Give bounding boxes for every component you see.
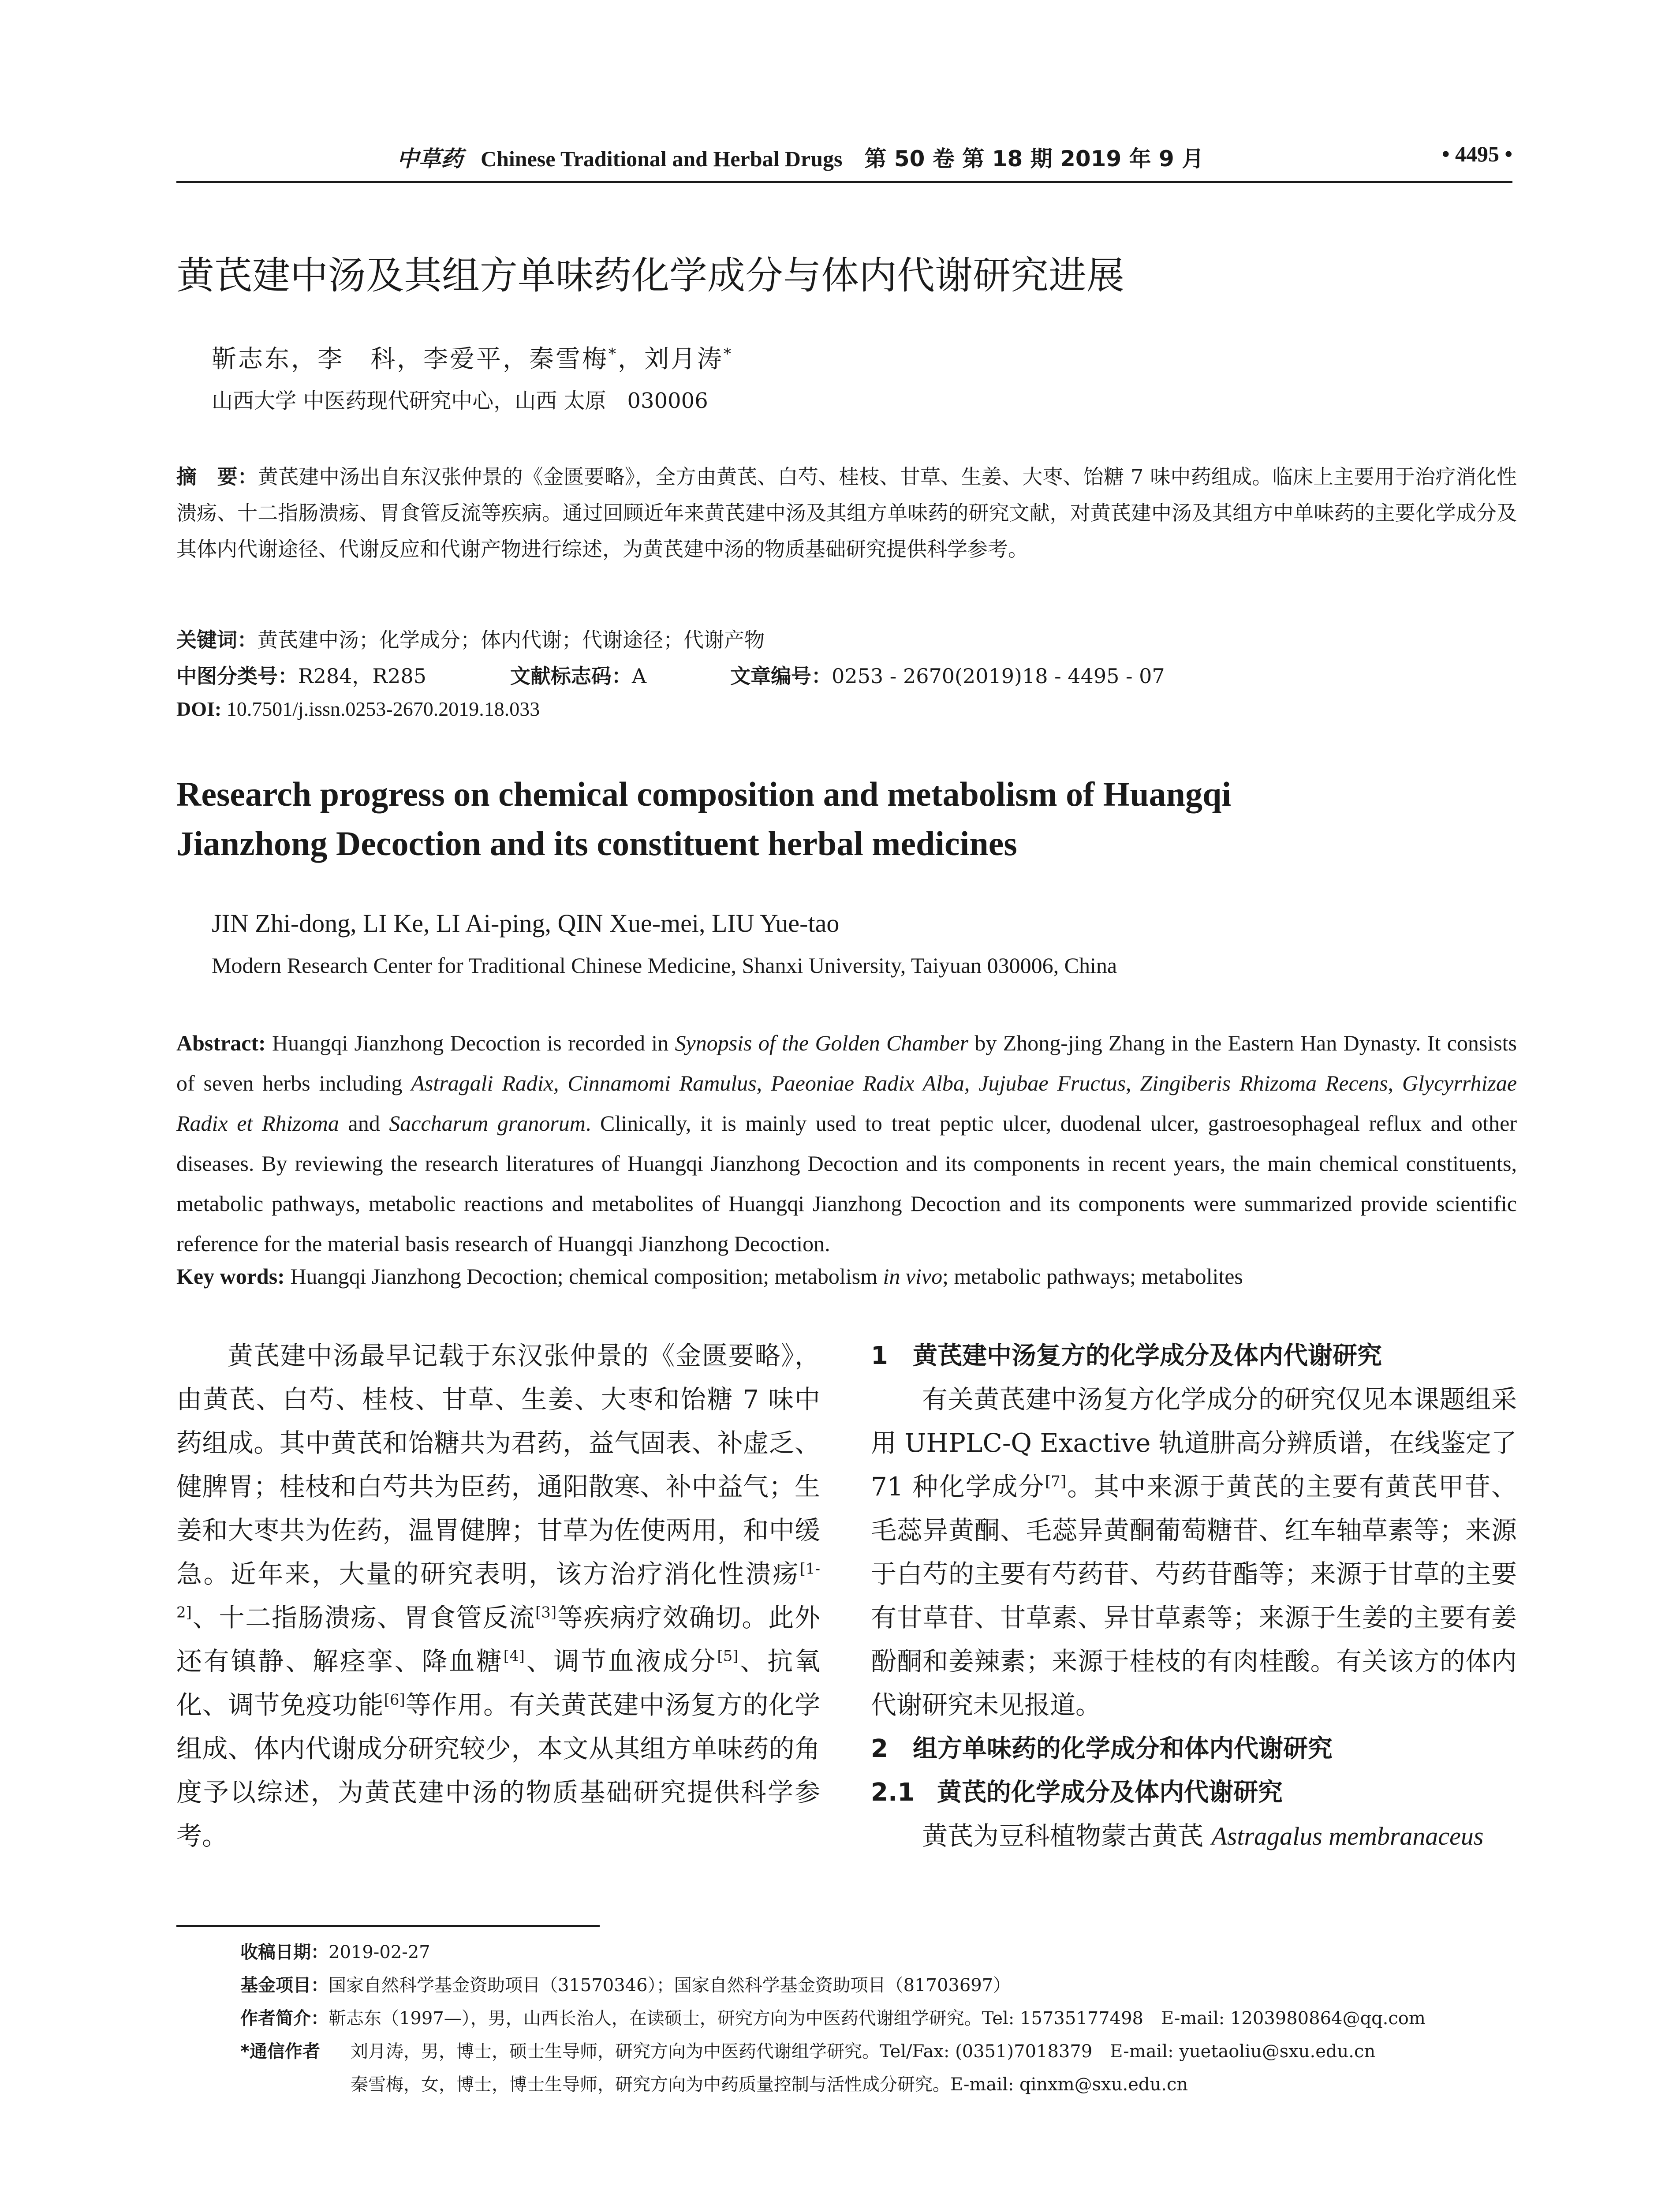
body-text: 、十二指肠溃疡、胃食管反流 — [191, 1603, 535, 1633]
body-text: 黄芪为豆科植物蒙古黄芪 — [922, 1821, 1212, 1851]
section-2-1-paragraph — [871, 1814, 1517, 1858]
doi-value: 10.7501/j.issn.0253-2670.2019.18.033 — [221, 698, 540, 720]
abstract-en-italic: Jujubae Fructus — [978, 1071, 1126, 1095]
abstract-en-text: , — [1388, 1071, 1402, 1095]
authors-en: JIN Zhi-dong, LI Ke, LI Ai-ping, QIN Xue-mei, LIU Yue-tao — [212, 909, 840, 938]
footnote-text: 靳志东（1997—），男，山西长治人，在读硕士，研究方向为中医药代谢组学研究。Tel: 15735177498 E-mail: 1203980864@qq.com — [329, 2008, 1426, 2029]
citation: [6] — [384, 1691, 405, 1709]
article-id-value: 0253 - 2670(2019)18 - 4495 - 07 — [832, 664, 1165, 688]
title-en — [176, 770, 1517, 868]
footnote-text: 国家自然科学基金资助项目（31570346）；国家自然科学基金资助项目（81703697） — [329, 1975, 1011, 1996]
footnote-rule — [176, 1925, 600, 1927]
footnote-label: 基金项目： — [240, 1975, 329, 1996]
abstract-en-italic: Zingiberis Rhizoma Recens — [1140, 1071, 1388, 1095]
abstract-cn-text: 黄芪建中汤出自东汉张仲景的《金匮要略》，全方由黄芪、白芍、桂枝、甘草、生姜、大枣、饴糖 7 味中药组成。临床上主要用于治疗消化性溃疡、十二指肠溃疡、胃食管反流等疾病。通过回顾近年来黄芪建中汤及其组方单味药的研究文献，对黄芪建中汤及其组方中单味药的主要化学成分及其体内代谢途径、代谢反应和代谢产物进行综述，为黄芪建中汤的物质基础研究提供科学参考。 — [176, 465, 1517, 561]
subsection-heading-2-1 — [871, 1771, 1517, 1814]
abstract-en-text: and — [339, 1111, 389, 1136]
footnote-corresponding-2: 秦雪梅，女，博士，博士生导师，研究方向为中药质量控制与活性成分研究。E-mail: qinxm@sxu.edu.cn — [351, 2074, 1188, 2095]
issue-info: 第 50 卷 第 18 期 2019 年 9 月 — [864, 146, 1204, 172]
body-text: 黄芪建中汤最早记载于东汉张仲景的《金匮要略》，由黄芪、白芍、桂枝、甘草、生姜、大枣和饴糖 7 味中药组成。其中黄芪和饴糖共为君药，益气固表、补虚乏、健脾胃；桂枝和白芍共为臣药，通阳散寒、补中益气；生姜和大枣共为佐药，温胃健脾；甘草为佐使两用，和中缓急。近年来，大量的研究表明，该方治疗消化性溃疡 — [176, 1341, 820, 1589]
footnote-funding — [240, 1971, 1011, 1996]
doc-code-value: A — [631, 664, 647, 688]
keywords-en-text: Huangqi Jianzhong Decoction; chemical composition; metabolism — [284, 1264, 883, 1289]
abstract-en-italic: Astragali Radix — [411, 1071, 553, 1095]
affiliation-cn: 山西大学 中医药现代研究中心，山西 太原 030006 — [212, 389, 708, 413]
corresponding-mark: * — [724, 345, 733, 363]
section-title: 黄芪的化学成分及体内代谢研究 — [937, 1778, 1283, 1807]
keywords-en-italic: in vivo — [883, 1264, 943, 1289]
title-en-line2: Jianzhong Decoction and its constituent herbal medicines — [176, 824, 1017, 863]
journal-name-cn: 中草药 — [397, 146, 463, 172]
clc-value: R284，R285 — [298, 664, 426, 688]
body-text: 有关黄芪建中汤复方化学成分的研究仅见本课题组采用 UHPLC-Q Exactive 轨道肼高分辨质谱，在线鉴定了 71 种化学成分 — [871, 1384, 1517, 1502]
section-heading-1 — [871, 1334, 1517, 1378]
abstract-cn — [176, 459, 1517, 567]
footnote-corresponding-label — [240, 2037, 320, 2063]
citation: [3] — [535, 1603, 557, 1622]
citation: [4] — [503, 1647, 525, 1665]
citation: [5] — [717, 1647, 739, 1665]
section-number: 2 — [871, 1734, 888, 1763]
journal-name — [397, 141, 1204, 173]
abstract-en — [176, 1023, 1517, 1264]
section-1-paragraph — [871, 1378, 1517, 1727]
footnote-label: 作者简介： — [240, 2008, 329, 2029]
keywords-cn-label: 关键词： — [176, 628, 258, 652]
article-id-label: 文章编号： — [730, 664, 832, 688]
abstract-en-italic: Glycyrrhizae Radix et Rhizoma — [176, 1071, 1517, 1136]
footnote-label: *通信作者 — [240, 2041, 320, 2062]
affiliation-en: Modern Research Center for Traditional Chinese Medicine, Shanxi University, Taiyuan 030006, China — [212, 953, 1117, 978]
citation: [7] — [1045, 1472, 1067, 1491]
abstract-en-italic: Synopsis of the Golden Chamber — [675, 1031, 969, 1055]
footnote-received — [240, 1938, 430, 1963]
authors-cn — [212, 340, 733, 375]
abstract-en-label: Abstract: — [176, 1031, 266, 1055]
clc-label: 中图分类号： — [176, 664, 298, 688]
footnote-label: 收稿日期： — [240, 1942, 329, 1962]
species-name: Astragalus membranaceus — [1211, 1822, 1484, 1850]
section-heading-2 — [871, 1727, 1517, 1771]
section-number: 2.1 — [871, 1778, 915, 1807]
page-number: • 4495 • — [1441, 142, 1512, 166]
title-cn: 黄芪建中汤及其组方单味药化学成分与体内代谢研究进展 — [176, 254, 1124, 298]
keywords-cn-text: 黄芪建中汤；化学成分；体内代谢；代谢途径；代谢产物 — [258, 628, 765, 652]
doi-line — [176, 697, 540, 721]
section-title: 黄芪建中汤复方的化学成分及体内代谢研究 — [913, 1342, 1382, 1370]
abstract-en-italic: Cinnamomi Ramulus — [567, 1071, 757, 1095]
section-number: 1 — [871, 1342, 888, 1370]
running-header — [176, 132, 1512, 183]
body-text: 、调节血液成分 — [524, 1646, 717, 1676]
abstract-en-text: by Zhong-jing Zhang in the Eastern Han Dynasty. It consists of seven herbs including — [176, 1031, 1517, 1095]
abstract-en-italic: Saccharum granorum — [389, 1111, 586, 1136]
footnote-corresponding-1: 刘月涛，男，博士，硕士生导师，研究方向为中医药代谢组学研究。Tel/Fax: (0351)7018379 E-mail: yuetaoliu@sxu.edu.cn — [351, 2041, 1376, 2062]
keywords-cn — [176, 624, 765, 653]
body-text: 。其中来源于黄芪的主要有黄芪甲苷、毛蕊异黄酮、毛蕊异黄酮葡萄糖苷、红车轴草素等；来源于白芍的主要有芍药苷、芍药苷酯等；来源于甘草的主要有甘草苷、甘草素、异甘草素等；来源于生姜的主要有姜酚酮和姜辣素；来源于桂枝的有肉桂酸。有关该方的体内代谢研究未见报道。 — [871, 1472, 1517, 1720]
body-text: 等作用。有关黄芪建中汤复方的化学组成、体内代谢成分研究较少，本文从其组方单味药的角度予以综述，为黄芪建中汤的物质基础研究提供科学参考。 — [176, 1690, 820, 1851]
footnote-text: 2019-02-27 — [329, 1942, 430, 1962]
section-title: 组方单味药的化学成分和体内代谢研究 — [913, 1734, 1333, 1763]
doc-code-label: 文献标志码： — [510, 664, 632, 688]
keywords-en-text: ; metabolic pathways; metabolites — [942, 1264, 1243, 1289]
journal-name-en: Chinese Traditional and Herbal Drugs — [481, 146, 843, 171]
abstract-en-text: , — [1126, 1071, 1140, 1095]
authors-cn-part2: ，刘月涛 — [618, 345, 724, 374]
corresponding-mark: * — [609, 345, 618, 363]
intro-paragraph — [176, 1334, 820, 1858]
keywords-en-label: Key words: — [176, 1264, 285, 1289]
doi-label: DOI: — [176, 698, 222, 720]
abstract-en-text: , — [553, 1071, 568, 1095]
abstract-en-italic: Paeoniae Radix Alba — [771, 1071, 964, 1095]
abstract-en-text: Huangqi Jianzhong Decoction is recorded in — [265, 1031, 675, 1055]
title-en-line1: Research progress on chemical composition and metabolism of Huangqi — [176, 775, 1232, 813]
authors-cn-part1: 靳志东，李 科，李爱平，秦雪梅 — [212, 345, 609, 374]
body-text: 、抗氧化、调节免疫功能 — [176, 1646, 820, 1720]
abstract-cn-label: 摘 要： — [176, 465, 258, 489]
body-column-right — [871, 1334, 1517, 1858]
classification-line — [176, 660, 1165, 689]
body-text: 等疾病疗效确切。此外还有镇静、解痉挛、降血糖 — [176, 1603, 820, 1676]
body-column-left — [176, 1334, 820, 1858]
abstract-en-text: , — [756, 1071, 771, 1095]
footnote-author-bio — [240, 2004, 1426, 2029]
keywords-en — [176, 1263, 1517, 1289]
abstract-en-text: , — [964, 1071, 979, 1095]
abstract-en-text: . Clinically, it is mainly used to treat peptic ulcer, duodenal ulcer, gastroesophageal reflux and other diseases. By reviewing the research literatures of Huangqi Jianzhong Decoction and its components in recent years, the main chemical constituents, metabolic pathways, metabolic reactions and metabolites of Huangqi Jianzhong Decoction and its components were summarized provide scientific reference for the material basis research of Huangqi Jianzhong Decoction. — [176, 1111, 1517, 1256]
citation: [1-2] — [176, 1560, 820, 1622]
